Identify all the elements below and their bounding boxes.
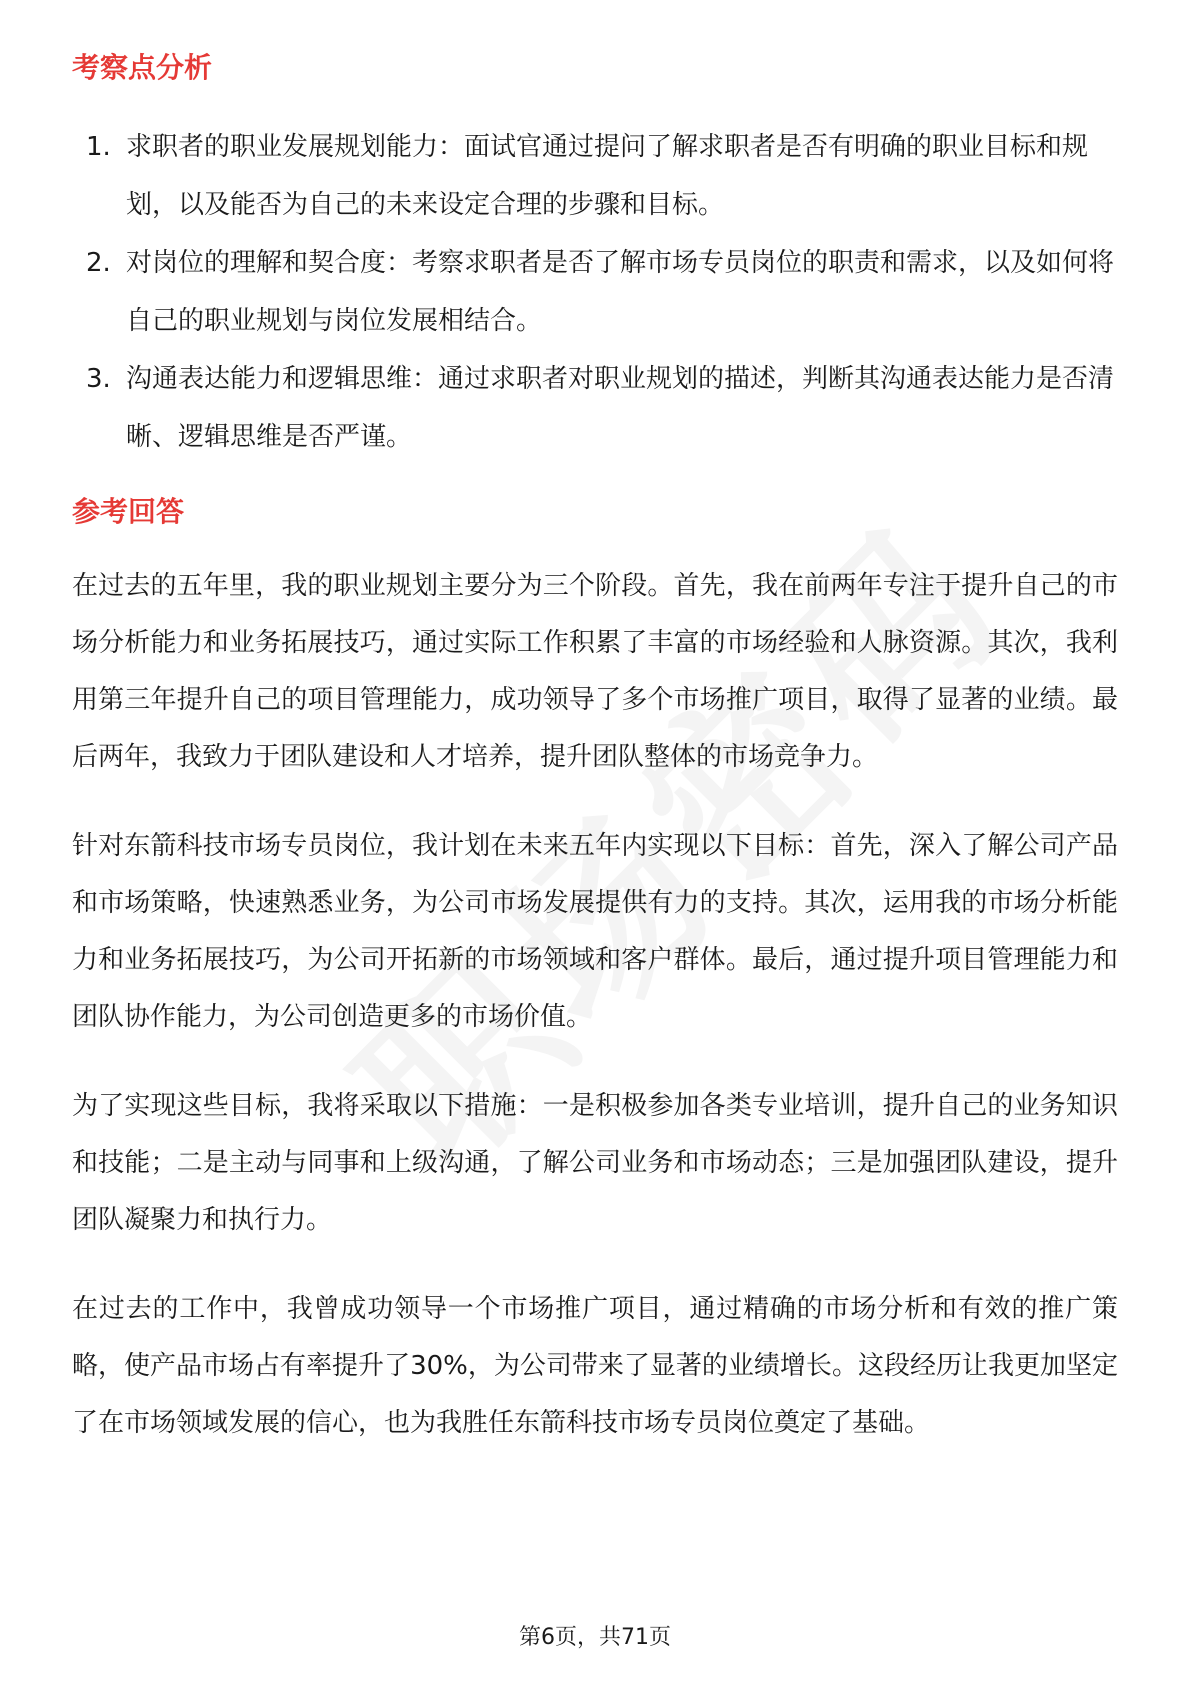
list-item-number: 3.	[86, 364, 111, 394]
answer-paragraph: 在过去的五年里，我的职业规划主要分为三个阶段。首先，我在前两年专注于提升自己的市场分析能力和业务拓展技巧，通过实际工作积累了丰富的市场经验和人脉资源。其次，我利用第三年提升自己的项目管理能力，成功领导了多个市场推广项目，取得了显著的业绩。最后两年，我致力于团队建设和人才培养，提升团队整体的市场竞争力。	[72, 571, 1118, 772]
list-item	[72, 118, 1118, 234]
list-item	[72, 350, 1118, 466]
page-content	[72, 48, 1118, 1484]
answer-paragraph: 为了实现这些目标，我将采取以下措施：一是积极参加各类专业培训，提升自己的业务知识和技能；二是主动与同事和上级沟通，了解公司业务和市场动态；三是加强团队建设，提升团队凝聚力和执行力。	[72, 1091, 1118, 1235]
answer-paragraph: 针对东箭科技市场专员岗位，我计划在未来五年内实现以下目标：首先，深入了解公司产品和市场策略，快速熟悉业务，为公司市场发展提供有力的支持。其次，运用我的市场分析能力和业务拓展技巧，为公司开拓新的市场领域和客户群体。最后，通过提升项目管理能力和团队协作能力，为公司创造更多的市场价值。	[72, 831, 1118, 1032]
list-item-text: 求职者的职业发展规划能力：面试官通过提问了解求职者是否有明确的职业目标和规划，以及能否为自己的未来设定合理的步骤和目标。	[126, 132, 1089, 220]
answer-paragraph: 在过去的工作中，我曾成功领导一个市场推广项目，通过精确的市场分析和有效的推广策略，使产品市场占有率提升了30%，为公司带来了显著的业绩增长。这段经历让我更加坚定了在市场领域发展的信心，也为我胜任东箭科技市场专员岗位奠定了基础。	[72, 1294, 1118, 1438]
analysis-points-list	[72, 118, 1118, 466]
page-number: 第6页，共71页	[519, 1625, 671, 1650]
analysis-heading: 考察点分析	[72, 51, 213, 84]
answer-heading: 参考回答	[72, 495, 185, 528]
list-item	[72, 234, 1118, 350]
list-item-text: 沟通表达能力和逻辑思维：通过求职者对职业规划的描述，判断其沟通表达能力是否清晰、逻辑思维是否严谨。	[126, 364, 1115, 452]
list-item-number: 2.	[86, 248, 111, 278]
list-item-text: 对岗位的理解和契合度：考察求职者是否了解市场专员岗位的职责和需求，以及如何将自己的职业规划与岗位发展相结合。	[126, 248, 1115, 336]
list-item-number: 1.	[86, 132, 111, 162]
